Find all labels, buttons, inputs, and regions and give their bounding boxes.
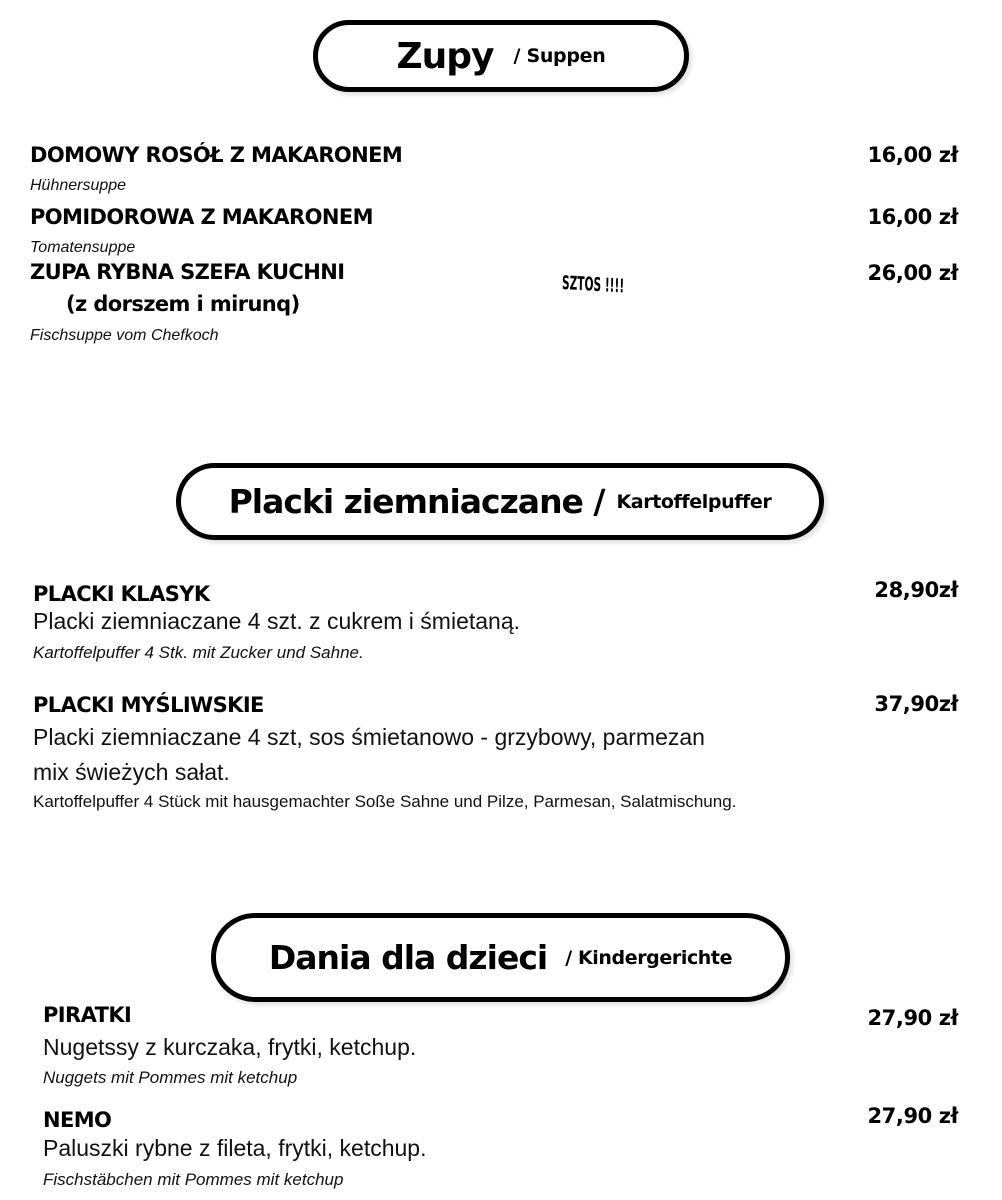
menu-item-german: Hühnersuppe [30, 177, 127, 194]
menu-item-price: 27,90 zł [867, 1104, 958, 1128]
menu-item-german: Fischstäbchen mit Pommes mit ketchup [43, 1170, 344, 1189]
menu-item-name: POMIDOROWA Z MAKARONEM [30, 205, 373, 229]
section-subtitle: / Suppen [513, 45, 606, 67]
menu-item-description: Paluszki rybne z fileta, frytki, ketchup. [43, 1135, 427, 1161]
menu-item-price: 37,90zł [874, 692, 958, 716]
menu-item-german: Fischsuppe vom Chefkoch [30, 327, 219, 344]
menu-item-name: PIRATKI [43, 1003, 132, 1027]
menu-item-german: Kartoffelpuffer 4 Stk. mit Zucker und Sahne. [33, 643, 364, 662]
menu-item-name: PLACKI MYŚLIWSKIE [33, 693, 264, 717]
menu-item-name: DOMOWY ROSÓŁ Z MAKARONEM [30, 143, 403, 167]
section-header-kids [211, 913, 790, 1002]
menu-item-price: 16,00 zł [867, 205, 958, 229]
section-title: Zupy [396, 35, 494, 77]
menu-item-description: Placki ziemniaczane 4 szt. z cukrem i śmietaną. [33, 608, 521, 634]
section-subtitle: Kartoffelpuffer [616, 490, 772, 513]
menu-item-german: Nuggets mit Pommes mit ketchup [43, 1068, 298, 1087]
menu-item-price: 26,00 zł [867, 261, 958, 285]
menu-item-price: 16,00 zł [867, 143, 958, 167]
menu-item-name-line2: (z dorszem i mirunq) [66, 292, 300, 316]
highlight-note: SZTOS !!!! [561, 272, 625, 298]
section-title: Placki ziemniaczane / [228, 482, 605, 521]
section-header-soups [313, 20, 689, 92]
menu-item-price: 27,90 zł [867, 1006, 958, 1030]
menu-item-name: ZUPA RYBNA SZEFA KUCHNI [30, 260, 345, 284]
menu-item-name: PLACKI KLASYK [33, 582, 210, 606]
menu-item-name: NEMO [43, 1108, 112, 1132]
menu-item-price: 28,90zł [874, 578, 958, 602]
menu-item-description-line2: mix świeżych sałat. [33, 759, 230, 785]
section-subtitle: / Kindergerichte [565, 946, 733, 969]
section-title: Dania dla dzieci [268, 938, 548, 977]
menu-item-german: Kartoffelpuffer 4 Stück mit hausgemachter Soße Sahne und Pilze, Parmesan, Salatmischung. [33, 792, 737, 811]
menu-item-description: Nugetssy z kurczaka, frytki, ketchup. [43, 1034, 417, 1060]
section-header-pancakes [176, 463, 824, 540]
menu-item-german: Tomatensuppe [30, 239, 136, 256]
menu-item-description: Placki ziemniaczane 4 szt, sos śmietanowo - grzybowy, parmezan [33, 724, 705, 750]
